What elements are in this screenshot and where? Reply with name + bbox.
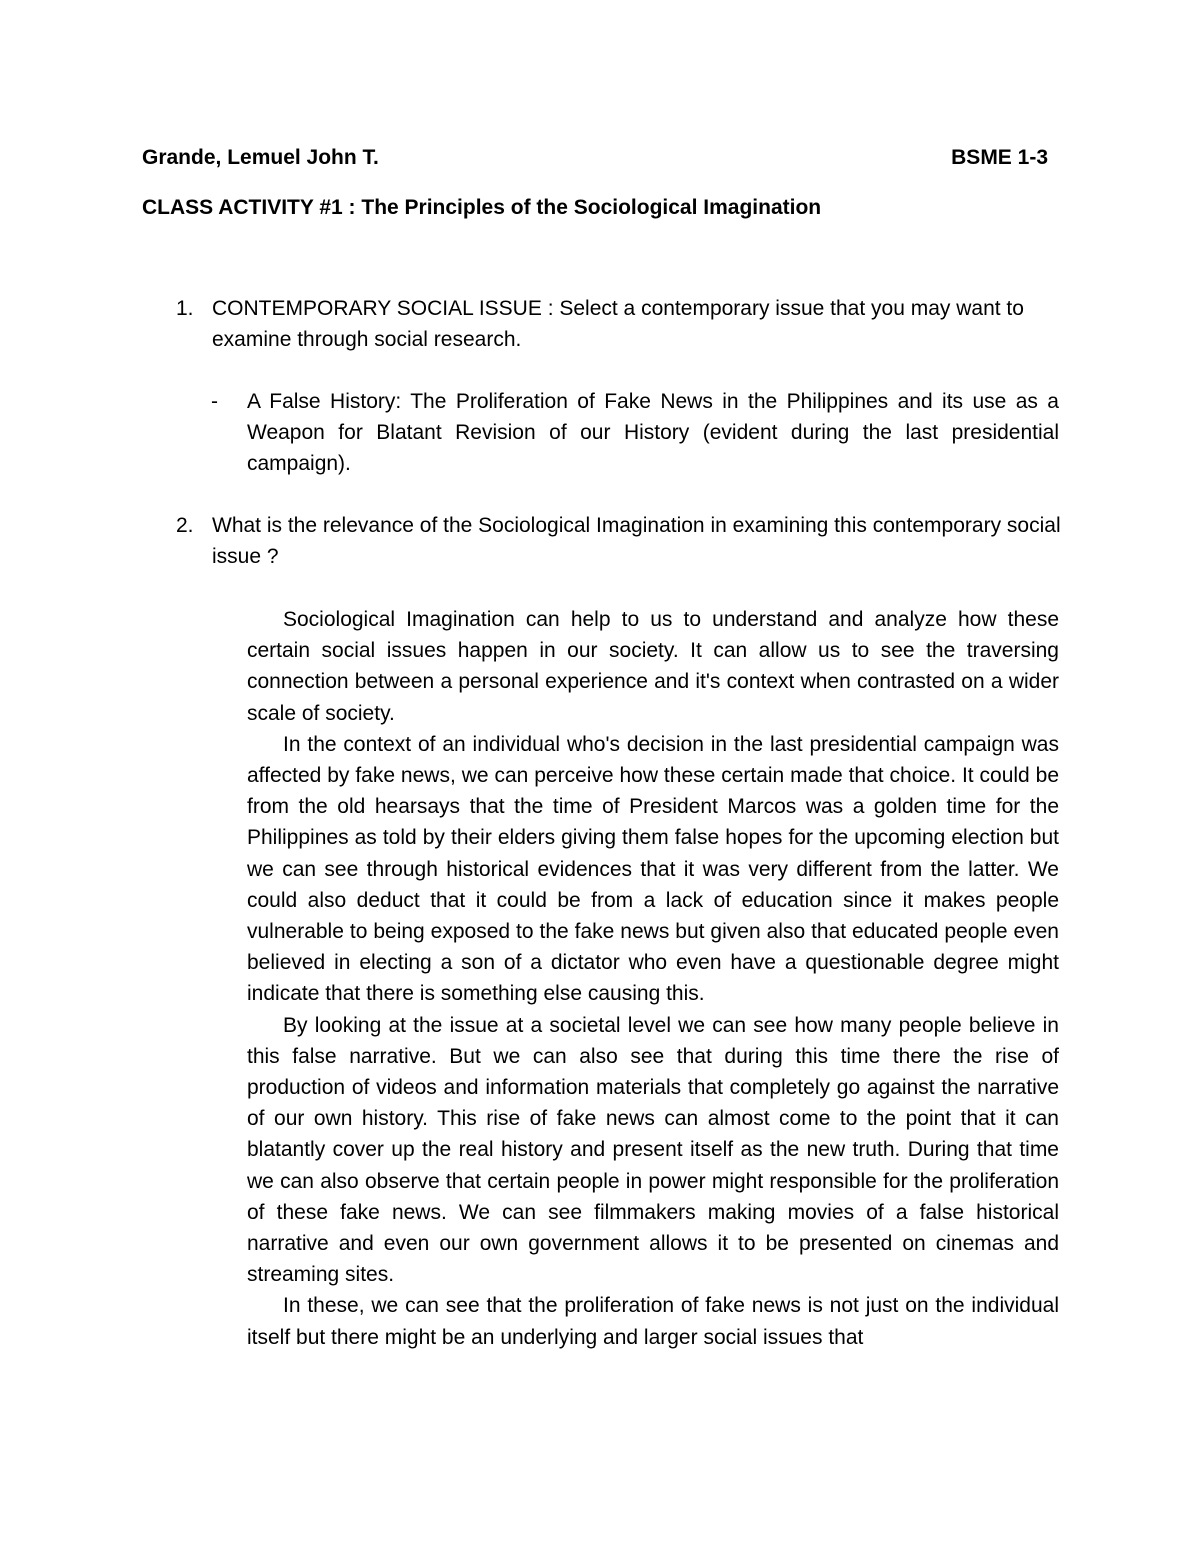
- question-text: What is the relevance of the Sociological Imagination in examining this contemporary social issue ?: [212, 514, 1061, 568]
- question-text: CONTEMPORARY SOCIAL ISSUE : Select a contemporary issue that you may want to examine through social research.: [212, 297, 1024, 351]
- question-2-answer: [247, 604, 1059, 1353]
- question-number: 2.: [176, 514, 194, 537]
- question-number: 1.: [176, 297, 194, 320]
- answer-text: A False History: The Proliferation of Fake News in the Philippines and its use as a Weapon for Blatant Revision of our History (evident during the last presidential campaign).: [247, 390, 1059, 475]
- answer-paragraph: In these, we can see that the proliferation of fake news is not just on the individual itself but there might be an underlying and larger social issues that: [247, 1294, 1059, 1349]
- answer-paragraph: By looking at the issue at a societal level we can see how many people believe in this false narrative. But we can also see that during this time there the rise of production of videos and information materials that completely go against the narrative of our own history. This rise of fake news can almost come to the point that it can blatantly cover up the real history and present itself as the new truth. During that time we can also observe that certain people in power might responsible for the proliferation of these fake news. We can see filmmakers making movies of a false historical narrative and even our own government allows it to be presented on cinemas and streaming sites.: [247, 1013, 1059, 1287]
- answer-paragraph: In the context of an individual who's decision in the last presidential campaign was affected by fake news, we can perceive how these certain made that choice. It could be from the old hearsays that the time of President Marcos was a golden time for the Philippines as told by their elders giving them false hopes for the upcoming election but we can see through historical evidences that it was very different from the latter. We could also deduct that it could be from a lack of education since it makes people vulnerable to being exposed to the fake news but given also that educated people even believed in electing a son of a dictator who even have a questionable degree might indicate that there is something else causing this.: [247, 732, 1059, 1006]
- dash-bullet: -: [211, 390, 218, 413]
- answer-paragraph: Sociological Imagination can help to us to understand and analyze how these certain social issues happen in our society. It can allow us to see the traversing connection between a personal experience and it's context when contrasted on a wider scale of society.: [247, 608, 1059, 725]
- document-header: [142, 141, 1048, 175]
- activity-title: CLASS ACTIVITY #1 : The Principles of the Sociological Imagination: [142, 196, 822, 219]
- student-section: BSME 1-3: [951, 146, 1048, 169]
- student-name: Grande, Lemuel John T.: [142, 146, 379, 169]
